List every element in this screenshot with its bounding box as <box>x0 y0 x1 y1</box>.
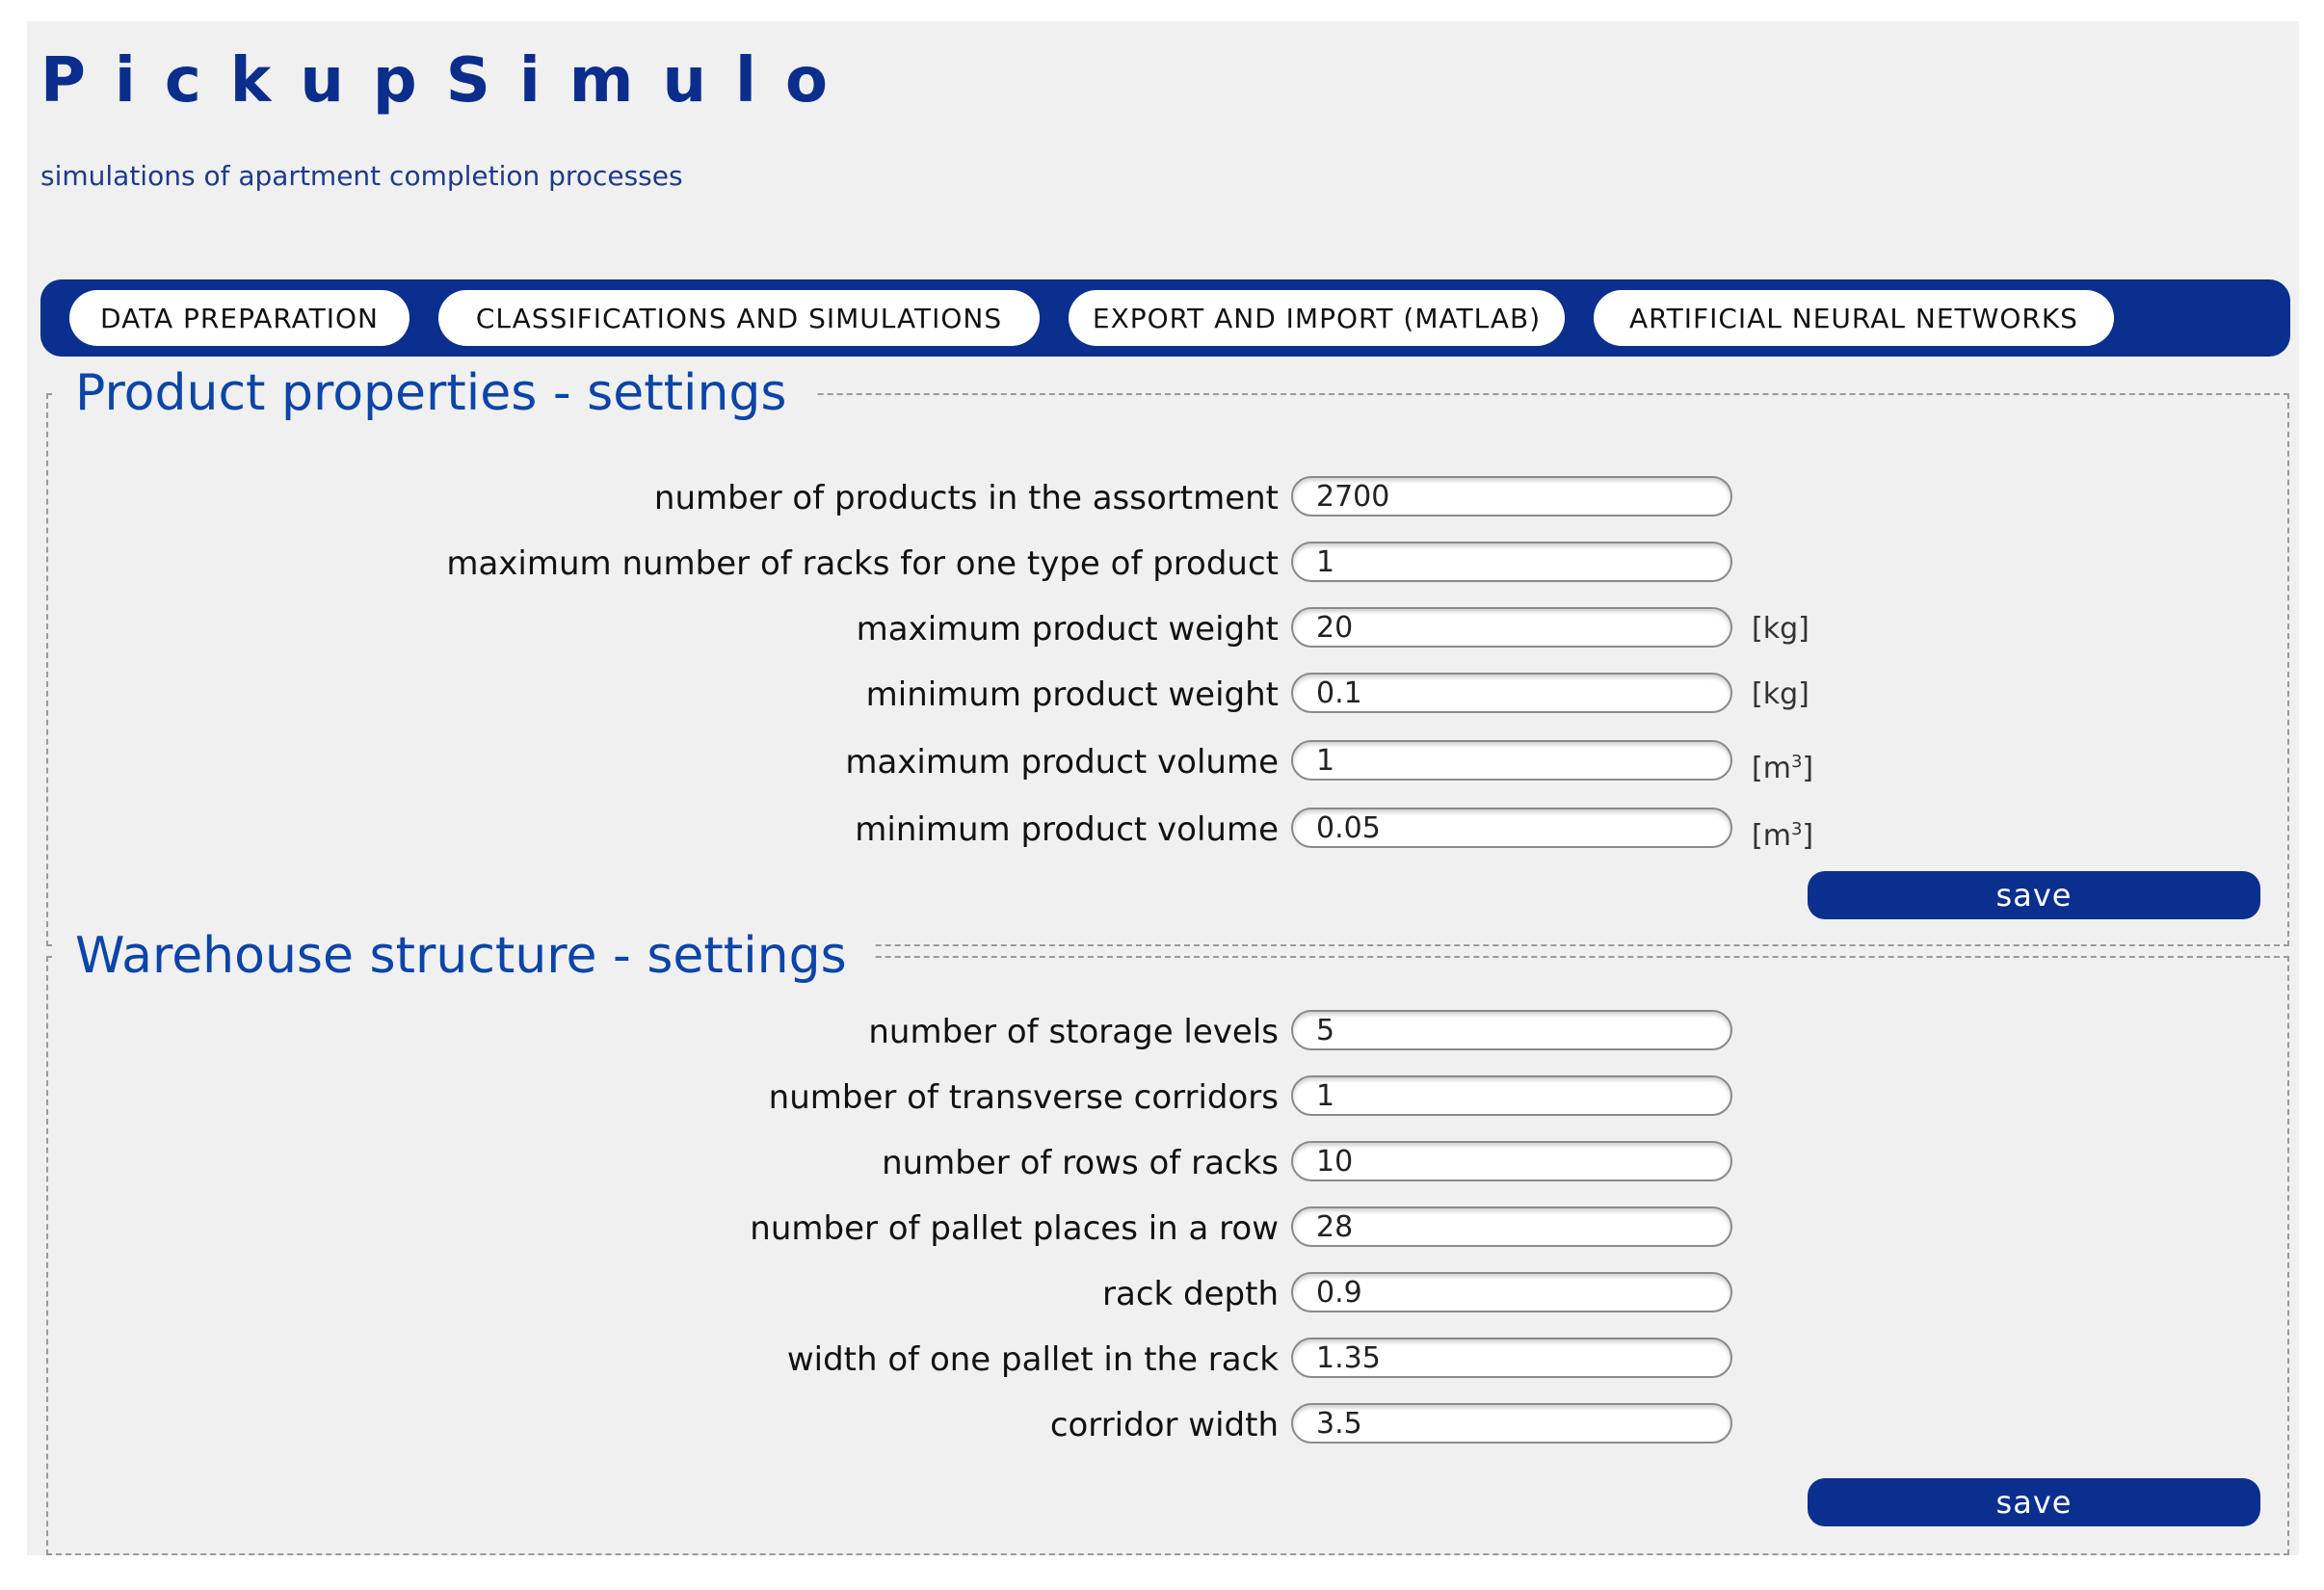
field-label: width of one pallet in the rack <box>786 1340 1279 1379</box>
form-row <box>48 1338 2287 1382</box>
unit-label <box>1752 740 1813 784</box>
max-racks-per-product-input[interactable] <box>1291 542 1732 582</box>
form-row <box>48 1075 2287 1120</box>
warehouse-section-title: Warehouse structure - settings <box>56 923 874 991</box>
form-row <box>48 607 2287 651</box>
unit-label <box>1752 808 1813 852</box>
form-row <box>48 673 2287 717</box>
field-label: number of rows of racks <box>882 1144 1279 1182</box>
field-label: minimum product volume <box>855 810 1279 849</box>
pallet-places-per-row-input[interactable] <box>1291 1206 1732 1247</box>
number-of-products-input[interactable] <box>1291 476 1732 517</box>
field-label: minimum product weight <box>865 676 1279 714</box>
product-save-button[interactable]: save <box>1808 871 2260 919</box>
min-product-weight-input[interactable] <box>1291 673 1732 713</box>
unit-base: [m <box>1752 819 1791 853</box>
app-window <box>27 21 2299 1555</box>
field-label: number of products in the assortment <box>653 479 1279 517</box>
form-row <box>48 1141 2287 1185</box>
unit-label: [kg] <box>1752 677 1809 711</box>
tab-data-preparation[interactable]: DATA PREPARATION <box>69 290 409 346</box>
tab-export-and-import-matlab[interactable]: EXPORT AND IMPORT (MATLAB) <box>1069 290 1565 346</box>
field-label: rack depth <box>1102 1275 1279 1313</box>
min-product-volume-input[interactable] <box>1291 808 1732 848</box>
form-row <box>48 740 2287 784</box>
transverse-corridors-input[interactable] <box>1291 1075 1732 1116</box>
max-product-volume-input[interactable] <box>1291 740 1732 781</box>
form-row <box>48 1206 2287 1251</box>
main-nav-bar <box>40 279 2290 357</box>
unit-base: [m <box>1752 752 1791 785</box>
unit-exponent: 3 <box>1790 819 1803 839</box>
form-row <box>48 542 2287 586</box>
app-logo: PickupSimulo <box>40 45 857 117</box>
warehouse-structure-section <box>46 927 2289 1555</box>
tab-artificial-neural-networks[interactable]: ARTIFICIAL NEURAL NETWORKS <box>1594 290 2114 346</box>
field-label: maximum number of racks for one type of product <box>446 544 1279 583</box>
form-row <box>48 1403 2287 1447</box>
product-properties-section <box>46 364 2289 946</box>
header <box>40 45 857 192</box>
storage-levels-input[interactable] <box>1291 1010 1732 1050</box>
tab-classifications-and-simulations[interactable]: CLASSIFICATIONS AND SIMULATIONS <box>438 290 1040 346</box>
field-label: number of pallet places in a row <box>750 1209 1279 1248</box>
corridor-width-input[interactable] <box>1291 1403 1732 1444</box>
unit-label: [kg] <box>1752 612 1809 646</box>
app-tagline: simulations of apartment completion processes <box>40 160 683 192</box>
rack-depth-input[interactable] <box>1291 1272 1732 1312</box>
pallet-width-input[interactable] <box>1291 1338 1732 1378</box>
unit-end: ] <box>1802 819 1814 853</box>
form-row <box>48 1272 2287 1316</box>
form-row <box>48 808 2287 852</box>
field-label: maximum product weight <box>856 610 1279 649</box>
unit-end: ] <box>1802 752 1814 785</box>
field-label: corridor width <box>1049 1406 1279 1444</box>
rows-of-racks-input[interactable] <box>1291 1141 1732 1181</box>
unit-exponent: 3 <box>1790 752 1803 772</box>
field-label: number of storage levels <box>868 1013 1279 1051</box>
max-product-weight-input[interactable] <box>1291 607 1732 648</box>
form-row <box>48 1010 2287 1054</box>
field-label: number of transverse corridors <box>768 1078 1279 1117</box>
field-label: maximum product volume <box>845 743 1279 782</box>
product-section-title: Product properties - settings <box>56 360 814 428</box>
form-row <box>48 476 2287 520</box>
warehouse-save-button[interactable]: save <box>1808 1478 2260 1526</box>
